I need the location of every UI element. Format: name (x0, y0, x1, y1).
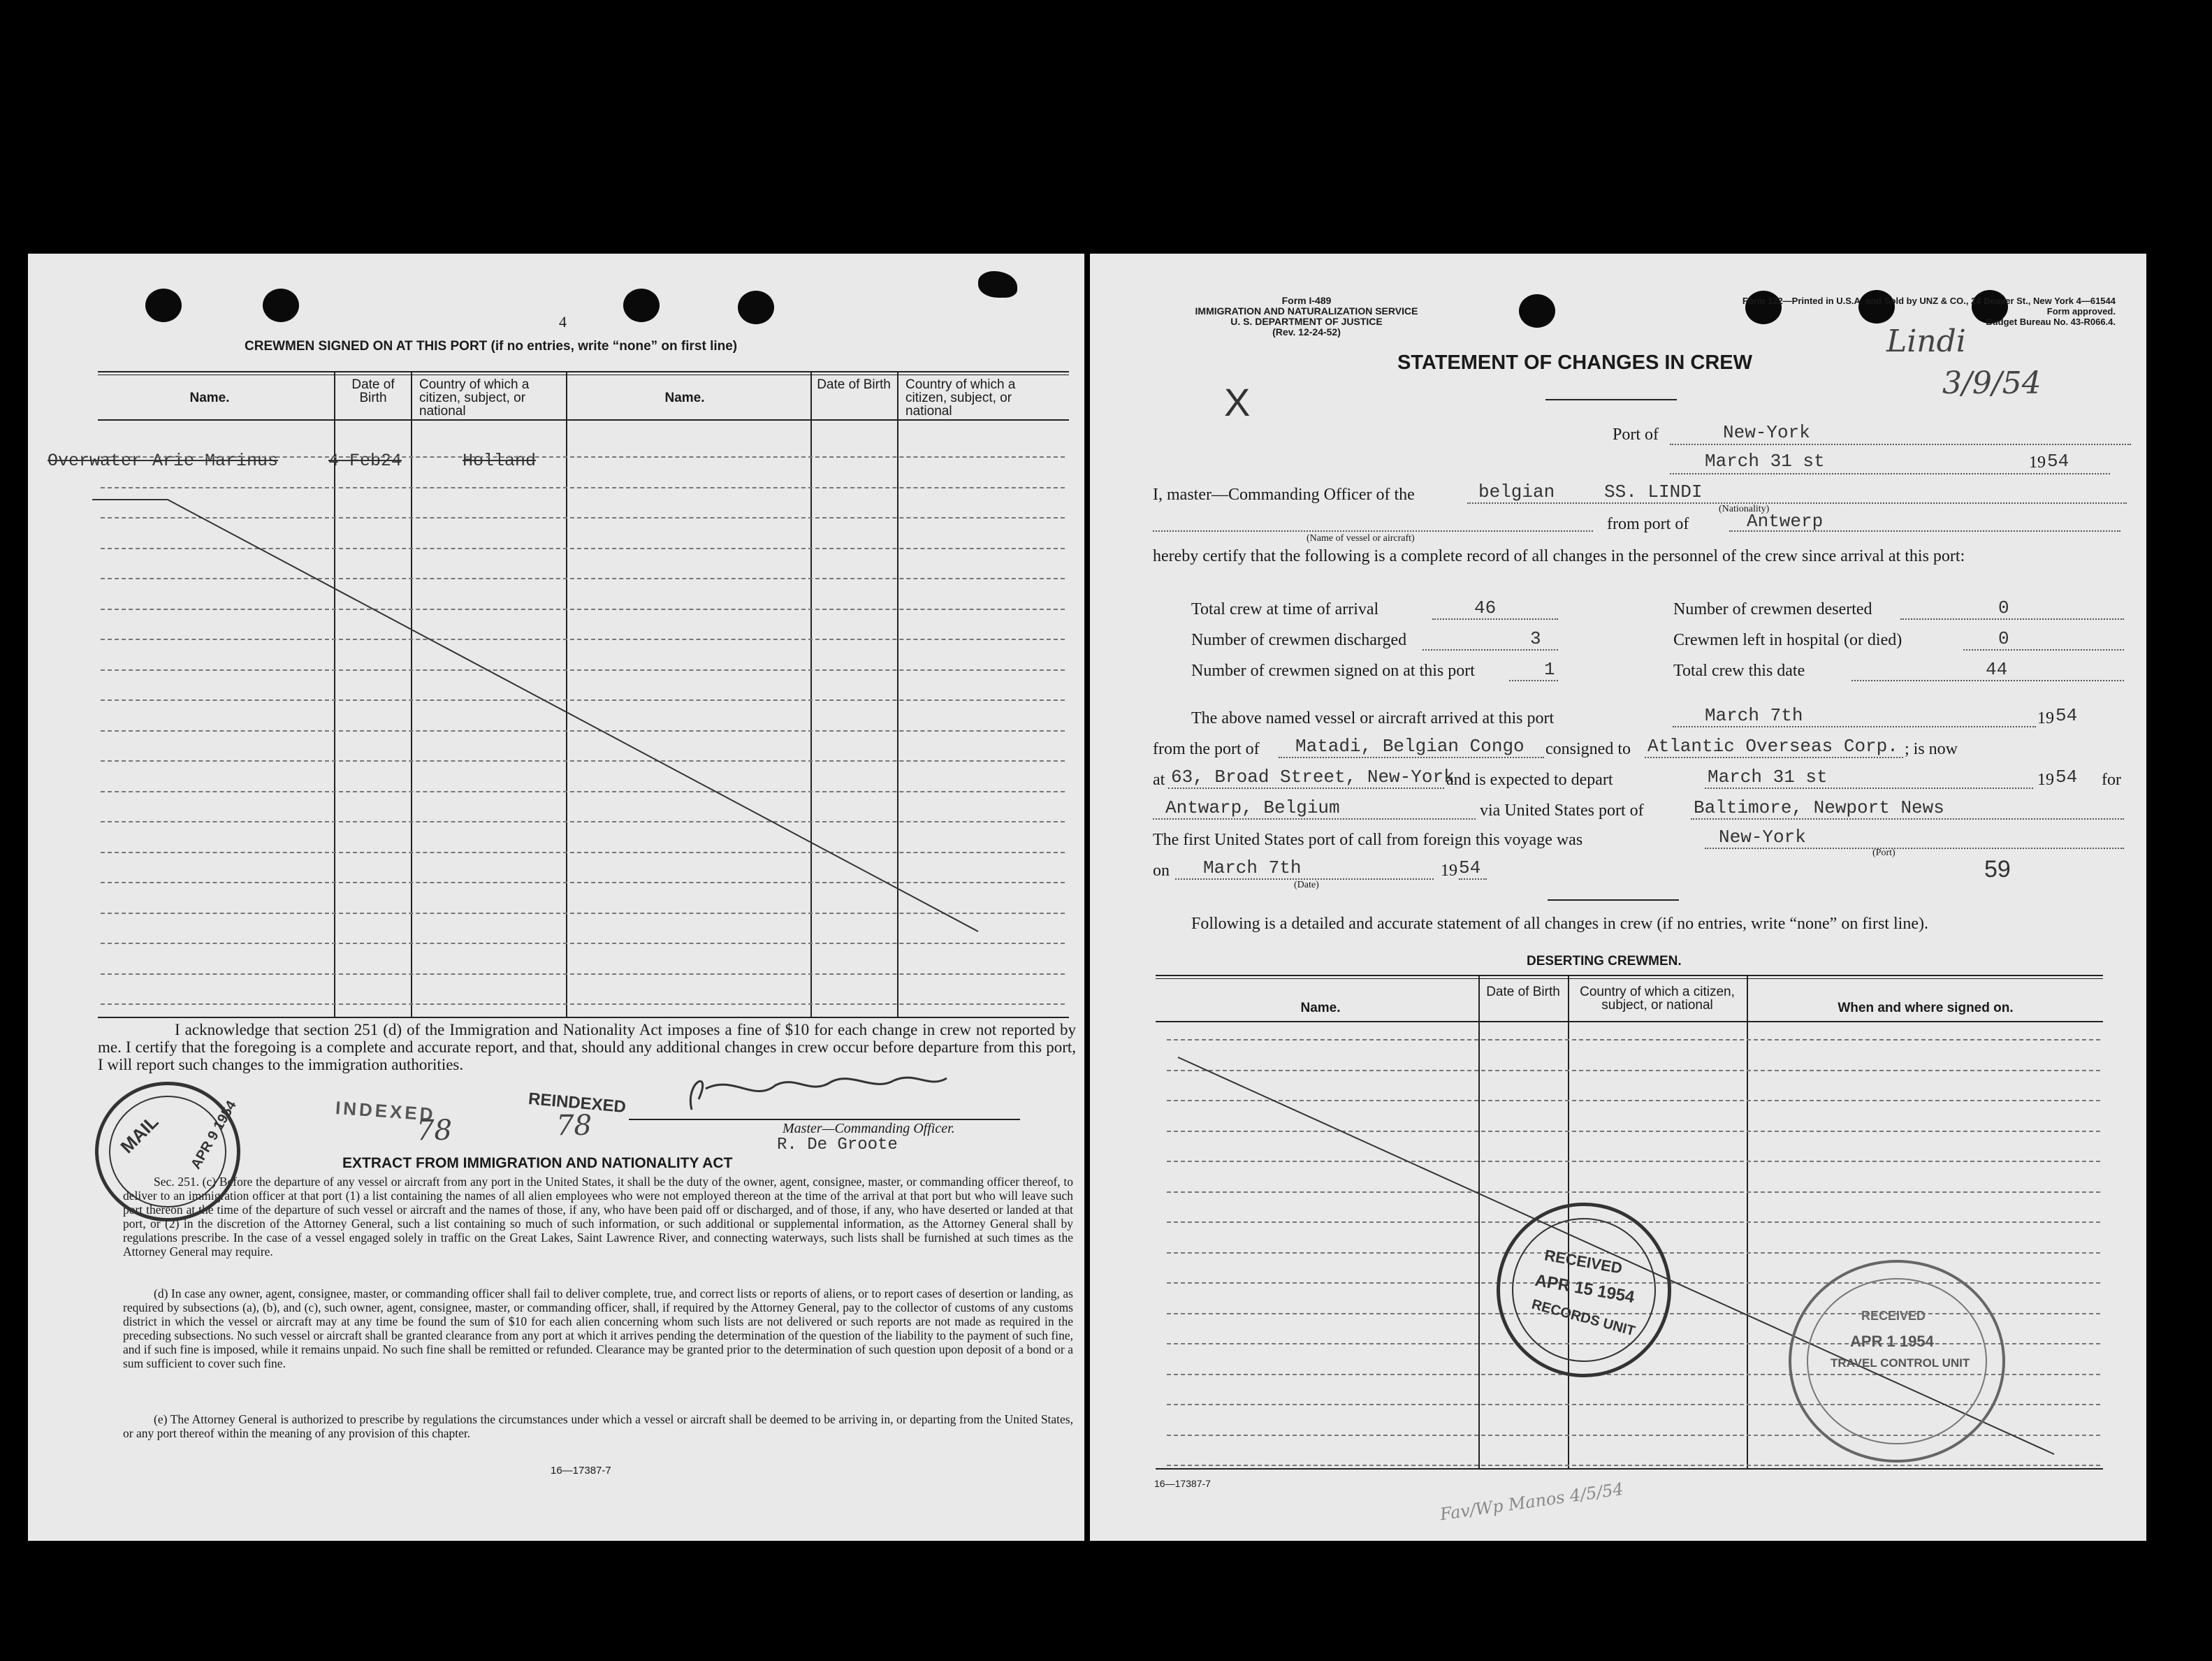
signature-caption: Master—Commanding Officer. (783, 1121, 955, 1136)
year-prefix: 19 (2029, 454, 2046, 472)
for-label: for (2102, 771, 2121, 789)
section-e-text: (e) The Attorney General is authorized to prescribe by regulations the circumstances under which a vessel or aircraft shall be deemed to be arriving in, or departing from the United States, or any port thereof within the meaning of any provision of this chapter. (123, 1412, 1073, 1440)
first-port-label: The first United States port of call from foreign this voyage was (1153, 831, 1583, 849)
col-dob-header: Date of Birth (351, 377, 395, 405)
is-now-label: ; is now (1905, 740, 1958, 758)
signed-on-title: CREWMEN SIGNED ON AT THIS PORT (if no entries, write “none” on first line) (245, 339, 738, 354)
right-footer-code: 16—17387-7 (1154, 1478, 1211, 1489)
total-date-label: Total crew this date (1673, 662, 1805, 680)
reindexed-stamp-number: 78 (556, 1110, 592, 1142)
records-unit-label: RECORDS UNIT (1529, 1296, 1637, 1340)
from-port-of-value: Matadi, Belgian Congo (1295, 736, 1525, 757)
vessel-caption: (Name of vessel or aircraft) (1307, 533, 1415, 544)
on-year-prefix: 19 (1441, 862, 1457, 880)
left-page (28, 254, 1084, 1541)
via-label: via United States port of (1480, 802, 1644, 820)
from-port-of-label: from the port of (1153, 740, 1260, 758)
date-value: March 31 st (1705, 451, 1825, 472)
crewman-dob: 4 Feb24 (328, 451, 402, 471)
col-country-header-2: Country of which a citizen, subject, or national (905, 377, 1016, 419)
indexed-stamp-number: 78 (416, 1115, 452, 1147)
arrived-year-prefix: 19 (2037, 709, 2054, 727)
nationality-value: belgian (1478, 481, 1555, 502)
x-mark: X (1224, 380, 1251, 424)
form-title: STATEMENT OF CHANGES IN CREW (1397, 351, 1753, 374)
extract-title: EXTRACT FROM IMMIGRATION AND NATIONALITY ACT (342, 1155, 733, 1171)
port-caption: (Port) (1872, 848, 1896, 858)
master-name: R. De Groote (777, 1136, 898, 1154)
year-value: 54 (2047, 451, 2069, 472)
left-footer-code: 16—17387-7 (551, 1465, 611, 1477)
deserted-label: Number of crewmen deserted (1673, 600, 1872, 618)
total-arrival-value: 46 (1474, 597, 1497, 618)
port-value: New-York (1723, 422, 1810, 443)
col-dob-header-2: Date of Birth (817, 377, 891, 392)
number-59: 59 (1984, 856, 2011, 883)
deserting-title: DESERTING CREWMEN. (1527, 954, 1682, 969)
on-value: March 7th (1203, 857, 1302, 878)
col-country-header: Country of which a citizen, subject, or national (419, 377, 530, 419)
on-label: on (1153, 862, 1170, 880)
consigned-label: consigned to (1545, 740, 1631, 758)
received-stamp-label: RECEIVED (1543, 1246, 1624, 1277)
col-name-header-2: Name. (664, 391, 705, 405)
following-text: Following is a detailed and accurate statement of all changes in crew (if no entries, write “none” on first line). (1191, 915, 1928, 933)
right-page (1090, 254, 2146, 1541)
depart-label: and is expected to depart (1446, 771, 1613, 789)
desert-col-name-header: Name. (1300, 1001, 1341, 1015)
mail-stamp-label: MAIL (116, 1111, 163, 1158)
travel-control-unit-label: TRAVEL CONTROL UNIT (1831, 1356, 1970, 1370)
desert-col-when-header: When and where signed on. (1838, 1001, 2014, 1015)
reindexed-stamp: REINDEXED (527, 1089, 627, 1117)
arrived-year: 54 (2055, 705, 2078, 726)
nationality-caption: (Nationality) (1719, 504, 1770, 514)
master-line-label: I, master—Commanding Officer of the (1153, 486, 1415, 504)
for-value: Antwarp, Belgium (1165, 797, 1340, 818)
bottom-handwriting: Fav/Wp Manos 4/5/54 (1439, 1479, 1625, 1525)
desert-col-dob-header: Date of Birth (1486, 985, 1560, 999)
date-caption: (Date) (1294, 880, 1319, 890)
signed-on-label: Number of crewmen signed on at this port (1191, 662, 1475, 680)
from-port-value: Antwerp (1747, 511, 1824, 532)
depart-year-prefix: 19 (2037, 771, 2054, 789)
consigned-value: Atlantic Overseas Corp. (1647, 736, 1898, 757)
desert-col-country-header: Country of which a citizen, subject, or national (1580, 985, 1735, 1013)
section-d-text: (d) In case any owner, agent, consignee, master, or commanding officer shall fail to deliver complete, true, and correct lists or reports of aliens, or to report cases of desertion or landing, as required by subsections (a), (b), and (c), such owner, agent, consignee, master, or commanding officer, shall, if required by the Attorney General, pay to the collector of customs of any customs district in which the vessel or aircraft may at any time be found the sum of $10 for each alien concerning whom such lists are not delivered or such reports are not made as required in the preceding subsections. No such vessel or aircraft shall be granted clearance from any port at which it arrives pending the determination of the question of the liability to the payment of such fine, and if such fine is imposed, while it remains unpaid. No such fine shall be remitted or refunded. Clearance may be granted prior to the determination of such question upon deposit of a bond or a sum sufficient to cover such fine. (123, 1286, 1073, 1370)
hospital-label: Crewmen left in hospital (or died) (1673, 631, 1902, 649)
at-value: 63, Broad Street, New-York (1171, 767, 1455, 788)
control-received-label: RECEIVED (1861, 1309, 1926, 1323)
arrived-label: The above named vessel or aircraft arrived at this port (1191, 709, 1555, 727)
from-port-label: from port of (1607, 515, 1689, 533)
indexed-stamp: INDEXED (335, 1097, 437, 1125)
vessel-value: SS. LINDI (1604, 481, 1703, 502)
deserted-value: 0 (1998, 597, 2009, 618)
master-signature (671, 1061, 964, 1117)
page-number: 4 (559, 313, 567, 331)
col-name-header: Name. (189, 391, 230, 405)
total-date-value: 44 (1986, 659, 2008, 680)
certify-text: hereby certify that the following is a complete record of all changes in the personnel of the crew since arrival at this port: (1153, 547, 1965, 565)
crewman-country: Holland (463, 451, 537, 471)
hospital-value: 0 (1998, 628, 2009, 649)
depart-year: 54 (2055, 767, 2078, 788)
at-label: at (1153, 771, 1165, 789)
acknowledgement-text: I acknowledge that section 251 (d) of the Immigration and Nationality Act imposes a fine of $10 for each change in crew not reported by me. I certify that the foregoing is a complete and accurate report, and that, should any additional changes in crew occur before departure from this port, I will report such changes to the immigration authorities. (98, 1021, 1076, 1073)
first-port-value: New-York (1719, 827, 1806, 848)
arrived-value: March 7th (1705, 705, 1803, 726)
on-year: 54 (1459, 857, 1481, 878)
port-label: Port of (1613, 426, 1659, 444)
handwritten-date: 3/9/54 (1942, 365, 2042, 401)
form-header-left: Form I-489 IMMIGRATION AND NATURALIZATION SERVICE U. S. DEPARTMENT OF JUSTICE (Rev. 12-24-52) (1195, 295, 1418, 338)
mail-stamp-date: APR 9 1954 (188, 1098, 240, 1172)
via-value: Baltimore, Newport News (1694, 797, 1944, 818)
discharged-label: Number of crewmen discharged (1191, 631, 1407, 649)
handwritten-vessel-name: Lindi (1886, 324, 1966, 359)
form-header-right: Form 122—Printed in U.S.A. and Sold by UNZ & CO., 24 Beaver St., New York 4—61544 Form approved. Budget Bureau No. 43-R066.4. (1742, 296, 2116, 327)
crewman-name: Overwater Arie Marinus (48, 451, 279, 471)
total-arrival-label: Total crew at time of arrival (1191, 600, 1379, 618)
depart-value: March 31 st (1708, 767, 1828, 788)
discharged-value: 3 (1530, 628, 1541, 649)
control-stamp-date: APR 1 1954 (1850, 1333, 1934, 1350)
received-stamp-date: APR 15 1954 (1533, 1270, 1636, 1307)
signed-on-value: 1 (1544, 659, 1555, 680)
section-c-text: Sec. 251. (c) Before the departure of any vessel or aircraft from any port in the United States, it shall be the duty of the owner, agent, consignee, master, or commanding officer thereof, to deliver to an immigration officer at that port (1) a list containing the names of all alien employees who were not employed thereon at the time of the arrival at that port but who will leave such port thereon at the time of the departure of such vessel or aircraft and the names of those, if any, who have been paid off or discharged, and of those, if any, who have deserted or landed at that port, or (2) in the discretion of the Attorney General, such a list containing so much of such information, or such additional or supplemental information, as the Attorney General shall by regulations prescribe. In the case of a vessel engaged solely in traffic on the Great Lakes, Saint Lawrence River, and connecting waterways, such lists shall be furnished at such times as the Attorney General may require. (123, 1175, 1073, 1259)
